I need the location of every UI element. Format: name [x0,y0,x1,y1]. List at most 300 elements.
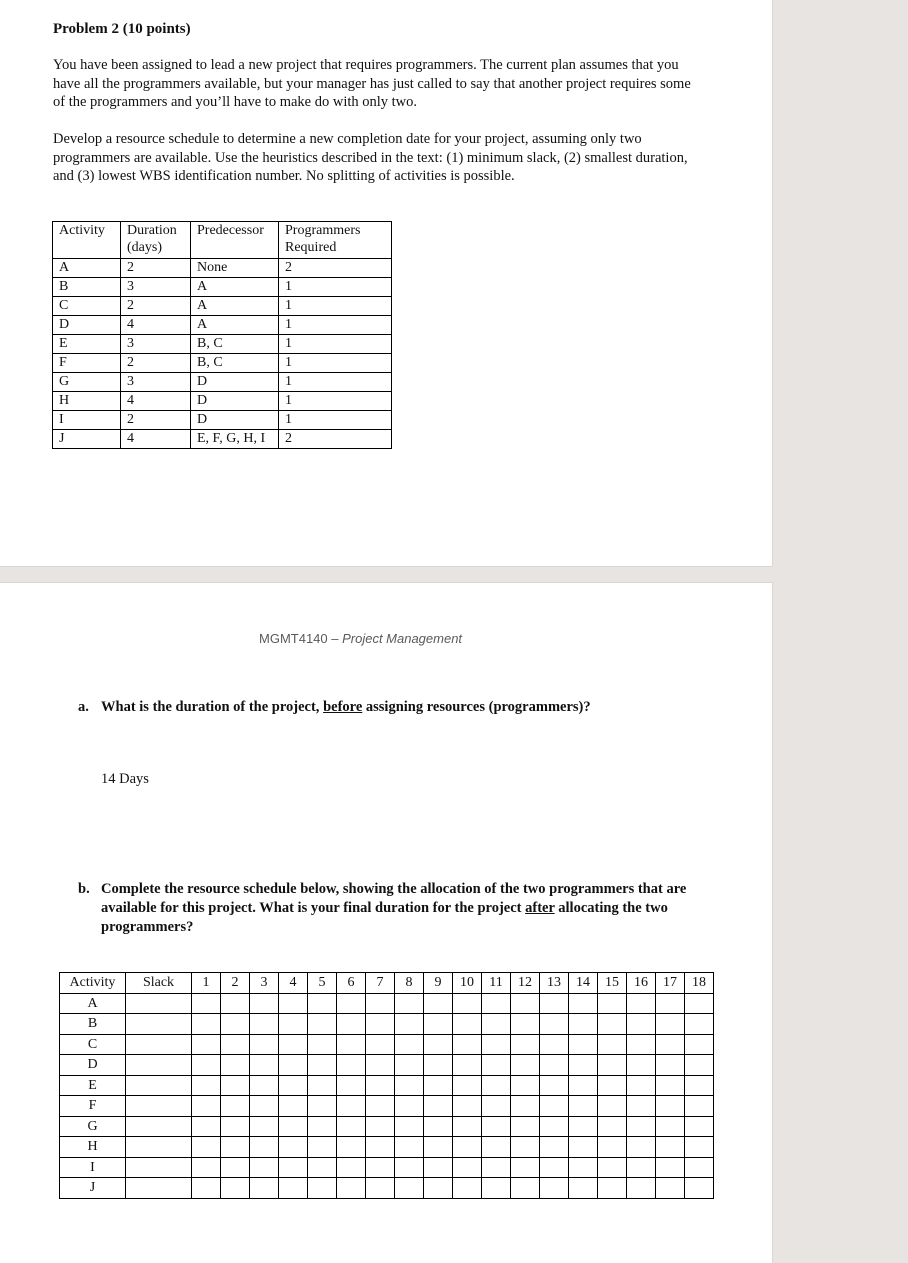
schedule-cell-day[interactable] [366,1034,395,1055]
schedule-cell-day[interactable] [569,1034,598,1055]
schedule-header-day-3: 3 [250,973,279,994]
schedule-cell-day[interactable] [337,1075,366,1096]
schedule-cell-day[interactable] [511,1096,540,1117]
activity-row-h [53,392,392,411]
schedule-cell-day[interactable] [250,1157,279,1178]
schedule-cell-day[interactable] [685,1096,714,1117]
schedule-cell-day[interactable] [424,1157,453,1178]
schedule-cell-activity: A [60,993,126,1014]
schedule-cell-day[interactable] [627,1137,656,1158]
schedule-cell-day[interactable] [540,1157,569,1178]
schedule-row-g [60,1116,714,1137]
schedule-cell-day[interactable] [685,1075,714,1096]
schedule-cell-day[interactable] [366,993,395,1014]
schedule-cell-day[interactable] [250,1014,279,1035]
schedule-cell-day[interactable] [627,1116,656,1137]
schedule-cell-day[interactable] [627,1034,656,1055]
question-a-answer: 14 Days [101,771,149,787]
activity-cell-programmers: 1 [279,335,392,354]
schedule-cell-day[interactable] [337,1055,366,1076]
schedule-cell-day[interactable] [511,1034,540,1055]
schedule-cell-day[interactable] [250,1137,279,1158]
activity-cell-predecessor: D [191,411,279,430]
activity-table-header-row [53,222,392,259]
schedule-cell-slack[interactable] [126,1116,192,1137]
schedule-cell-day[interactable] [569,1055,598,1076]
activity-cell-predecessor: D [191,392,279,411]
activity-cell-programmers: 1 [279,278,392,297]
schedule-cell-day[interactable] [366,1055,395,1076]
activity-cell-duration: 2 [121,354,191,373]
schedule-header-slack: Slack [126,973,192,994]
schedule-cell-day[interactable] [482,1096,511,1117]
schedule-cell-day[interactable] [337,1178,366,1199]
schedule-cell-day[interactable] [279,1137,308,1158]
activity-cell-duration: 3 [121,278,191,297]
schedule-cell-day[interactable] [598,1157,627,1178]
activity-cell-activity: H [53,392,121,411]
schedule-cell-day[interactable] [279,1034,308,1055]
activity-cell-programmers: 1 [279,316,392,335]
activity-cell-activity: G [53,373,121,392]
schedule-cell-day[interactable] [453,1116,482,1137]
activity-cell-duration: 4 [121,430,191,449]
schedule-cell-activity: G [60,1116,126,1137]
question-a-text-before: What is the duration of the project, [101,699,324,715]
schedule-cell-day[interactable] [192,1178,221,1199]
schedule-row-d [60,1055,714,1076]
schedule-cell-day[interactable] [569,1137,598,1158]
schedule-cell-day[interactable] [453,1096,482,1117]
schedule-cell-day[interactable] [308,1116,337,1137]
schedule-cell-slack[interactable] [126,993,192,1014]
schedule-cell-day[interactable] [656,993,685,1014]
schedule-cell-day[interactable] [511,1075,540,1096]
schedule-cell-activity: H [60,1137,126,1158]
header-duration-line2: (days) [127,240,162,255]
activity-row-j [53,430,392,449]
schedule-cell-day[interactable] [279,1157,308,1178]
schedule-cell-day[interactable] [627,993,656,1014]
schedule-cell-day[interactable] [366,1014,395,1035]
activity-row-c [53,297,392,316]
schedule-cell-day[interactable] [337,1096,366,1117]
header-programmers-line1: Programmers [285,223,361,238]
activity-cell-programmers: 1 [279,373,392,392]
schedule-cell-day[interactable] [337,1034,366,1055]
schedule-cell-activity: J [60,1178,126,1199]
schedule-cell-day[interactable] [482,1137,511,1158]
schedule-cell-day[interactable] [511,993,540,1014]
schedule-cell-day[interactable] [424,1096,453,1117]
schedule-cell-day[interactable] [424,993,453,1014]
schedule-cell-day[interactable] [395,1157,424,1178]
schedule-cell-day[interactable] [395,1014,424,1035]
schedule-cell-day[interactable] [598,1055,627,1076]
question-a-text-after: assigning resources (programmers)? [362,699,591,715]
header-predecessor: Predecessor [191,222,279,259]
schedule-cell-day[interactable] [656,1075,685,1096]
schedule-cell-day[interactable] [250,1075,279,1096]
schedule-cell-day[interactable] [395,1116,424,1137]
schedule-cell-day[interactable] [540,1055,569,1076]
schedule-cell-day[interactable] [685,993,714,1014]
schedule-header-day-13: 13 [540,973,569,994]
schedule-cell-day[interactable] [221,1055,250,1076]
schedule-cell-day[interactable] [569,1116,598,1137]
question-a-text-underlined: before [323,699,363,715]
schedule-cell-day[interactable] [482,1075,511,1096]
schedule-cell-day[interactable] [192,1034,221,1055]
activity-cell-predecessor: D [191,373,279,392]
question-a-label: a. [78,699,89,715]
schedule-cell-day[interactable] [482,1014,511,1035]
schedule-cell-day[interactable] [598,1034,627,1055]
schedule-cell-day[interactable] [366,1096,395,1117]
schedule-cell-day[interactable] [192,1014,221,1035]
schedule-cell-day[interactable] [685,1157,714,1178]
question-b-text-underlined: after [525,900,555,916]
schedule-header-day-8: 8 [395,973,424,994]
schedule-cell-day[interactable] [453,1055,482,1076]
schedule-cell-day[interactable] [540,993,569,1014]
schedule-cell-slack[interactable] [126,1157,192,1178]
schedule-cell-day[interactable] [221,1014,250,1035]
schedule-cell-day[interactable] [598,993,627,1014]
schedule-cell-slack[interactable] [126,1178,192,1199]
schedule-cell-day[interactable] [598,1014,627,1035]
problem-paragraph-1: You have been assigned to lead a new project that requires programmers. The current plan assumes that you have all the programmers available, but your manager has just called to say that another project requires some of the programmers and you’ll have to make do with only two. [53,57,691,110]
schedule-cell-day[interactable] [192,1055,221,1076]
header-activity: Activity [53,222,121,259]
schedule-header-day-6: 6 [337,973,366,994]
schedule-cell-day[interactable] [685,1137,714,1158]
schedule-cell-day[interactable] [424,1116,453,1137]
activity-cell-activity: I [53,411,121,430]
activity-cell-duration: 3 [121,335,191,354]
schedule-cell-day[interactable] [540,1137,569,1158]
activity-cell-programmers: 1 [279,392,392,411]
schedule-cell-day[interactable] [511,1014,540,1035]
schedule-cell-day[interactable] [337,1014,366,1035]
schedule-cell-day[interactable] [598,1116,627,1137]
schedule-cell-day[interactable] [656,1055,685,1076]
schedule-cell-day[interactable] [656,1096,685,1117]
activity-cell-predecessor: A [191,316,279,335]
schedule-cell-day[interactable] [685,1055,714,1076]
schedule-header-day-2: 2 [221,973,250,994]
schedule-header-day-11: 11 [482,973,511,994]
schedule-cell-day[interactable] [627,1075,656,1096]
schedule-cell-day[interactable] [540,1075,569,1096]
schedule-cell-day[interactable] [656,1137,685,1158]
schedule-cell-day[interactable] [221,1137,250,1158]
schedule-cell-day[interactable] [656,1034,685,1055]
schedule-cell-day[interactable] [308,1096,337,1117]
schedule-header-day-18: 18 [685,973,714,994]
schedule-cell-day[interactable] [250,993,279,1014]
header-programmers [279,222,392,259]
activity-cell-programmers: 1 [279,297,392,316]
page-header [0,631,772,646]
activity-cell-predecessor: E, F, G, H, I [191,430,279,449]
schedule-cell-day[interactable] [308,1055,337,1076]
schedule-cell-day[interactable] [395,1034,424,1055]
activity-cell-activity: B [53,278,121,297]
activity-cell-programmers: 2 [279,259,392,278]
activity-cell-duration: 2 [121,297,191,316]
activity-cell-activity: C [53,297,121,316]
schedule-cell-day[interactable] [482,993,511,1014]
activity-cell-duration: 3 [121,373,191,392]
schedule-cell-slack[interactable] [126,1137,192,1158]
schedule-cell-day[interactable] [192,993,221,1014]
schedule-header-day-1: 1 [192,973,221,994]
schedule-cell-day[interactable] [656,1014,685,1035]
activity-row-g [53,373,392,392]
schedule-cell-day[interactable] [627,1014,656,1035]
schedule-cell-day[interactable] [337,993,366,1014]
activity-cell-predecessor: None [191,259,279,278]
schedule-cell-day[interactable] [511,1137,540,1158]
schedule-cell-activity: B [60,1014,126,1035]
header-duration-line1: Duration [127,223,177,238]
schedule-cell-slack[interactable] [126,1096,192,1117]
activity-cell-activity: A [53,259,121,278]
schedule-cell-day[interactable] [540,1178,569,1199]
schedule-cell-day[interactable] [540,1014,569,1035]
schedule-cell-day[interactable] [308,1157,337,1178]
activity-cell-activity: J [53,430,121,449]
schedule-cell-day[interactable] [308,1137,337,1158]
schedule-cell-day[interactable] [308,1075,337,1096]
schedule-header-day-5: 5 [308,973,337,994]
schedule-cell-day[interactable] [221,1178,250,1199]
schedule-cell-day[interactable] [627,1055,656,1076]
schedule-cell-activity: D [60,1055,126,1076]
schedule-cell-day[interactable] [656,1116,685,1137]
schedule-cell-day[interactable] [221,1116,250,1137]
schedule-cell-day[interactable] [366,1075,395,1096]
schedule-header-day-14: 14 [569,973,598,994]
activity-cell-predecessor: B, C [191,354,279,373]
activity-cell-duration: 2 [121,259,191,278]
schedule-cell-day[interactable] [482,1178,511,1199]
schedule-cell-day[interactable] [192,1096,221,1117]
schedule-cell-day[interactable] [482,1157,511,1178]
activity-cell-predecessor: A [191,278,279,297]
schedule-cell-day[interactable] [221,1075,250,1096]
schedule-cell-day[interactable] [685,1178,714,1199]
schedule-cell-day[interactable] [279,1116,308,1137]
schedule-cell-day[interactable] [424,1178,453,1199]
schedule-cell-day[interactable] [424,1034,453,1055]
schedule-cell-day[interactable] [540,1096,569,1117]
schedule-header-day-15: 15 [598,973,627,994]
schedule-cell-day[interactable] [366,1116,395,1137]
activity-cell-duration: 4 [121,392,191,411]
schedule-cell-day[interactable] [308,1178,337,1199]
schedule-cell-day[interactable] [598,1096,627,1117]
schedule-cell-day[interactable] [627,1178,656,1199]
schedule-cell-day[interactable] [598,1075,627,1096]
schedule-header-day-16: 16 [627,973,656,994]
schedule-cell-day[interactable] [250,1116,279,1137]
schedule-cell-day[interactable] [221,1157,250,1178]
schedule-cell-day[interactable] [192,1075,221,1096]
activity-cell-predecessor: A [191,297,279,316]
activity-row-i [53,411,392,430]
activity-cell-duration: 4 [121,316,191,335]
page-header-course: MGMT4140 – [259,631,343,646]
schedule-cell-day[interactable] [453,1178,482,1199]
schedule-header-day-9: 9 [424,973,453,994]
question-a-text [101,698,691,717]
schedule-cell-day[interactable] [482,1034,511,1055]
activity-cell-programmers: 1 [279,411,392,430]
schedule-cell-day[interactable] [279,1178,308,1199]
schedule-cell-day[interactable] [569,993,598,1014]
activity-cell-programmers: 1 [279,354,392,373]
schedule-cell-day[interactable] [511,1157,540,1178]
question-b-text-after: allocating the two programmers? [101,900,668,935]
activity-cell-programmers: 2 [279,430,392,449]
schedule-cell-day[interactable] [511,1055,540,1076]
schedule-cell-day[interactable] [569,1157,598,1178]
schedule-cell-day[interactable] [569,1096,598,1117]
schedule-row-f [60,1096,714,1117]
schedule-cell-day[interactable] [482,1055,511,1076]
schedule-cell-day[interactable] [192,1137,221,1158]
schedule-cell-day[interactable] [656,1178,685,1199]
schedule-cell-day[interactable] [395,1137,424,1158]
schedule-row-a [60,993,714,1014]
schedule-cell-day[interactable] [424,1014,453,1035]
schedule-cell-day[interactable] [453,1157,482,1178]
schedule-cell-day[interactable] [540,1034,569,1055]
schedule-cell-day[interactable] [395,1075,424,1096]
schedule-cell-day[interactable] [453,1034,482,1055]
schedule-cell-day[interactable] [424,1075,453,1096]
schedule-header-row [60,973,714,994]
schedule-cell-day[interactable] [569,1014,598,1035]
activity-cell-activity: F [53,354,121,373]
schedule-cell-activity: F [60,1096,126,1117]
schedule-cell-day[interactable] [540,1116,569,1137]
schedule-row-b [60,1014,714,1035]
schedule-cell-day[interactable] [366,1157,395,1178]
problem-title: Problem 2 (10 points) [53,21,191,37]
schedule-cell-day[interactable] [424,1137,453,1158]
schedule-cell-day[interactable] [395,993,424,1014]
schedule-cell-activity: E [60,1075,126,1096]
schedule-cell-day[interactable] [395,1055,424,1076]
schedule-cell-day[interactable] [424,1055,453,1076]
schedule-cell-day[interactable] [685,1034,714,1055]
schedule-cell-slack[interactable] [126,1075,192,1096]
schedule-cell-day[interactable] [279,1014,308,1035]
schedule-cell-day[interactable] [279,1096,308,1117]
schedule-cell-day[interactable] [366,1178,395,1199]
schedule-cell-day[interactable] [511,1178,540,1199]
header-duration [121,222,191,259]
schedule-cell-day[interactable] [395,1096,424,1117]
document-page-1 [0,0,773,567]
activity-cell-activity: D [53,316,121,335]
schedule-row-j [60,1178,714,1199]
schedule-cell-day[interactable] [656,1157,685,1178]
schedule-cell-day[interactable] [221,993,250,1014]
schedule-cell-day[interactable] [366,1137,395,1158]
schedule-cell-day[interactable] [482,1116,511,1137]
schedule-cell-day[interactable] [395,1178,424,1199]
schedule-cell-activity: C [60,1034,126,1055]
schedule-cell-day[interactable] [337,1137,366,1158]
schedule-cell-day[interactable] [453,1014,482,1035]
schedule-cell-day[interactable] [627,1157,656,1178]
document-page-2 [0,582,773,1263]
activity-cell-predecessor: B, C [191,335,279,354]
activity-cell-duration: 2 [121,411,191,430]
schedule-header-activity: Activity [60,973,126,994]
schedule-cell-day[interactable] [511,1116,540,1137]
schedule-cell-slack[interactable] [126,1055,192,1076]
activity-row-a [53,259,392,278]
activity-row-e [53,335,392,354]
schedule-cell-day[interactable] [192,1116,221,1137]
schedule-cell-day[interactable] [250,1034,279,1055]
schedule-cell-day[interactable] [569,1075,598,1096]
schedule-header-day-4: 4 [279,973,308,994]
schedule-cell-day[interactable] [627,1096,656,1117]
schedule-cell-day[interactable] [569,1178,598,1199]
schedule-cell-day[interactable] [685,1116,714,1137]
schedule-cell-day[interactable] [192,1157,221,1178]
schedule-cell-day[interactable] [279,1075,308,1096]
schedule-cell-day[interactable] [221,1034,250,1055]
schedule-cell-day[interactable] [221,1096,250,1117]
schedule-header-day-12: 12 [511,973,540,994]
question-b-label: b. [78,881,90,897]
schedule-cell-day[interactable] [250,1178,279,1199]
schedule-cell-day[interactable] [308,993,337,1014]
schedule-cell-day[interactable] [598,1178,627,1199]
schedule-cell-slack[interactable] [126,1034,192,1055]
schedule-cell-day[interactable] [453,1075,482,1096]
header-programmers-line2: Required [285,240,337,255]
schedule-cell-day[interactable] [250,1055,279,1076]
schedule-row-c [60,1034,714,1055]
schedule-cell-slack[interactable] [126,1014,192,1035]
schedule-cell-day[interactable] [308,1014,337,1035]
schedule-cell-day[interactable] [250,1096,279,1117]
schedule-cell-day[interactable] [453,1137,482,1158]
schedule-header-day-7: 7 [366,973,395,994]
schedule-row-i [60,1157,714,1178]
schedule-cell-day[interactable] [337,1157,366,1178]
schedule-cell-day[interactable] [308,1034,337,1055]
schedule-cell-day[interactable] [685,1014,714,1035]
schedule-row-h [60,1137,714,1158]
schedule-cell-day[interactable] [453,993,482,1014]
activity-row-f [53,354,392,373]
schedule-cell-day[interactable] [598,1137,627,1158]
schedule-cell-day[interactable] [337,1116,366,1137]
schedule-cell-day[interactable] [279,993,308,1014]
question-b-text-before: Complete the resource schedule below, showing the allocation of the two programmers that are available for this project. What is your final duration for the project [101,881,687,916]
schedule-cell-day[interactable] [279,1055,308,1076]
schedule-cell-activity: I [60,1157,126,1178]
